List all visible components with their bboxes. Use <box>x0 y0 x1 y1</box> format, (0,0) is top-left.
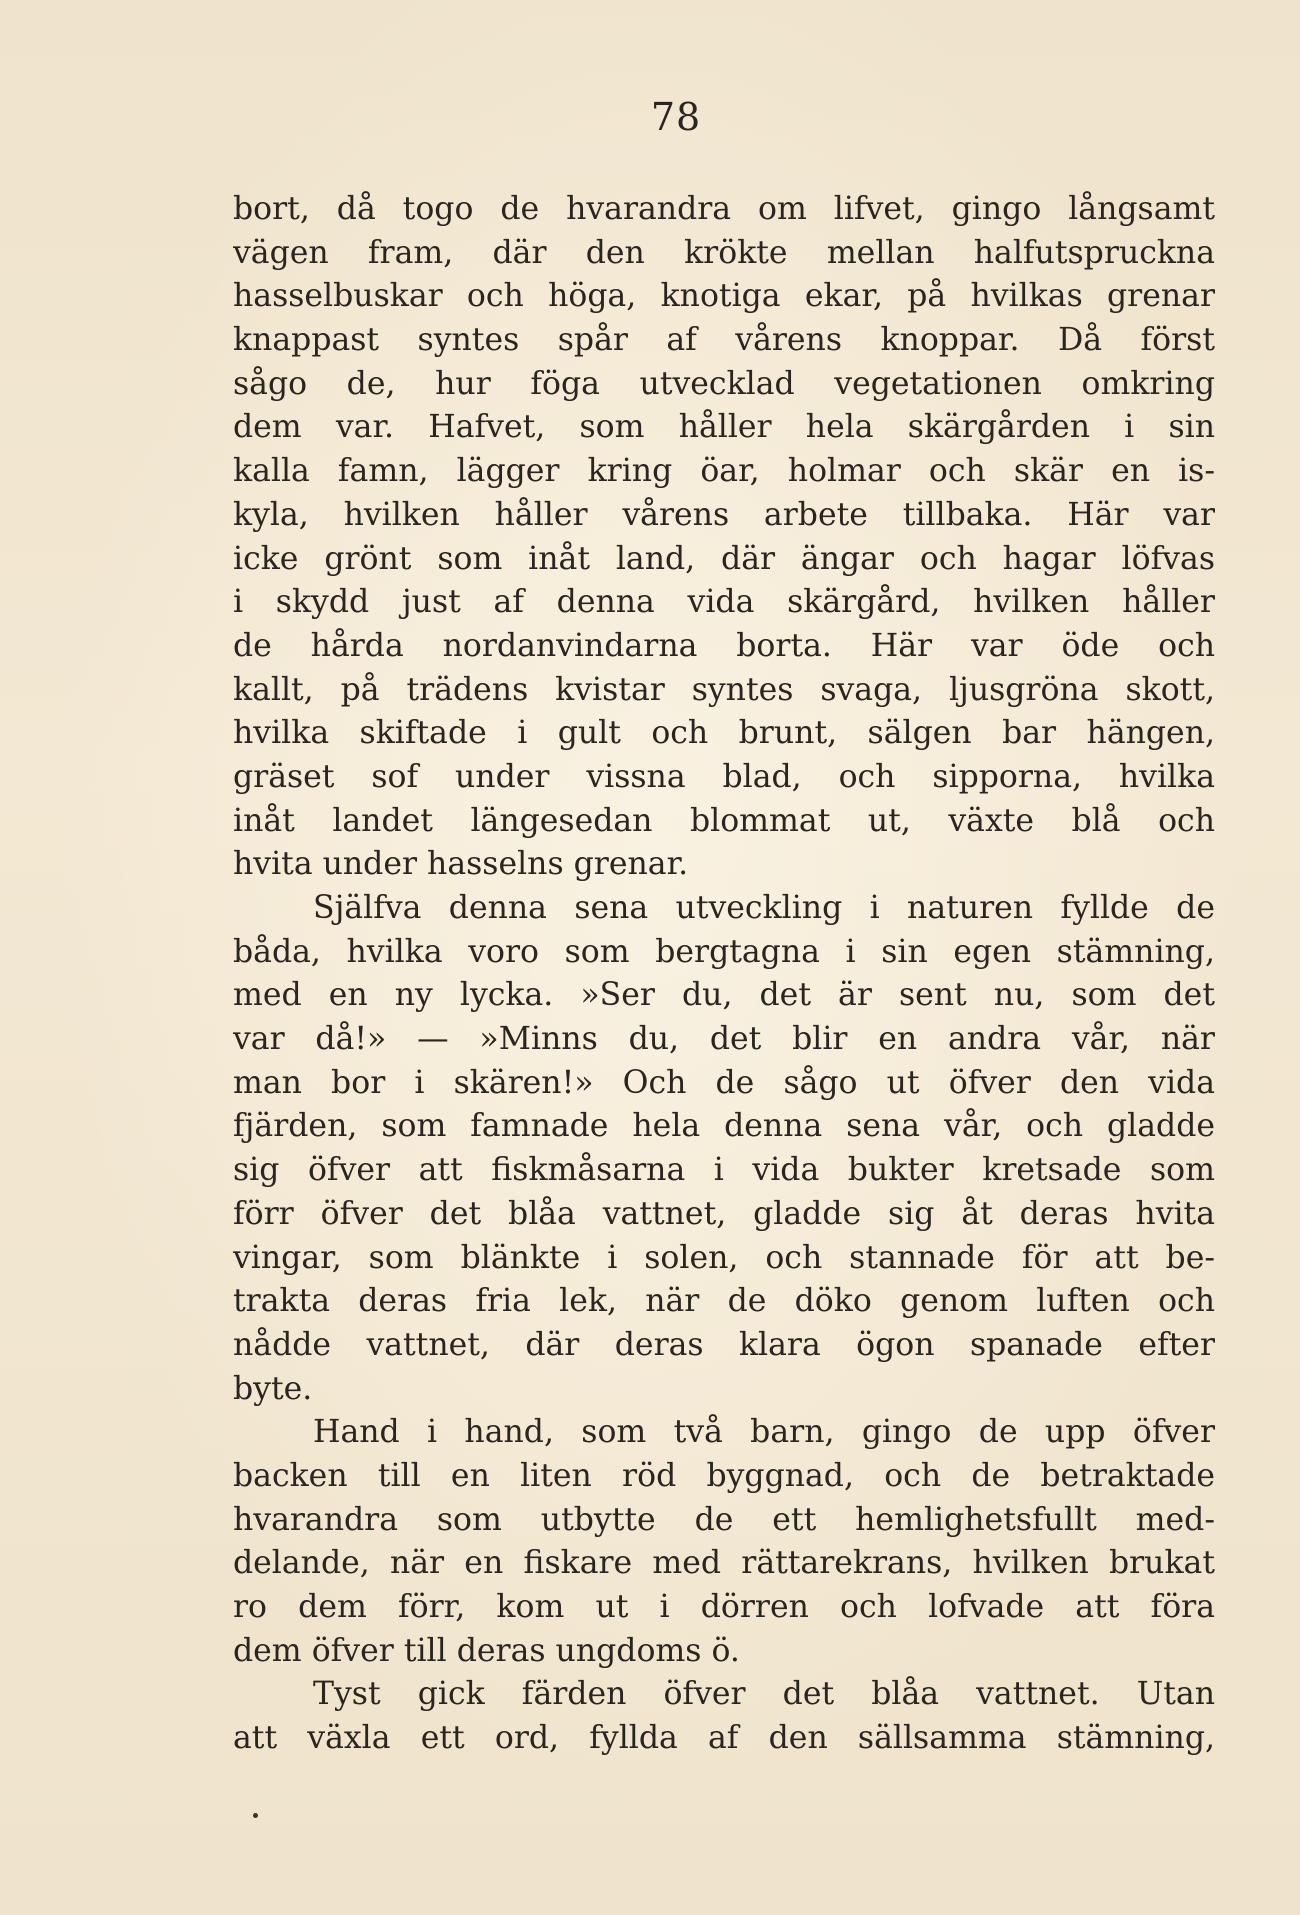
text-line: trakta deras fria lek, när de döko genom luften och <box>233 1283 1215 1320</box>
text-line: vägen fram, där den krökte mellan halfutspruckna <box>233 234 1215 271</box>
text-line: Hand i hand, som två barn, gingo de upp öfver <box>313 1414 1215 1451</box>
text-line: dem var. Hafvet, som håller hela skärgården i sin <box>233 409 1215 446</box>
text-line: knappast syntes spår af vårens knoppar. Då först <box>233 322 1215 359</box>
body-text <box>233 188 1215 1761</box>
text-line: sågo de, hur föga utvecklad vegetationen omkring <box>233 365 1215 402</box>
text-line: delande, när en fiskare med rättarekrans, hvilken brukat <box>233 1545 1215 1582</box>
text-line: backen till en liten röd byggnad, och de betraktade <box>233 1457 1215 1494</box>
text-line: man bor i skären!» Och de sågo ut öfver den vida <box>233 1064 1215 1101</box>
text-line: fjärden, som famnade hela denna sena vår, och gladde <box>233 1108 1215 1145</box>
text-line: kyla, hvilken håller vårens arbete tillbaka. Här var <box>233 496 1215 533</box>
text-line: båda, hvilka voro som bergtagna i sin egen stämning, <box>233 933 1215 970</box>
text-line: byte. <box>233 1370 313 1407</box>
ink-speck <box>253 1813 258 1818</box>
text-line: med en ny lycka. »Ser du, det är sent nu, som det <box>233 977 1215 1014</box>
text-line: hvita under hasselns grenar. <box>233 846 689 883</box>
text-line: Tyst gick färden öfver det blåa vattnet. Utan <box>313 1676 1215 1713</box>
text-line: bort, då togo de hvarandra om lifvet, gingo långsamt <box>233 191 1215 227</box>
text-line: ro dem förr, kom ut i dörren och lofvade att föra <box>233 1589 1215 1625</box>
text-line: de hårda nordanvindarna borta. Här var öde och <box>233 627 1215 664</box>
text-line: dem öfver till deras ungdoms ö. <box>233 1632 740 1669</box>
text-line: kalla famn, lägger kring öar, holmar och skär en is- <box>233 453 1215 490</box>
text-line: icke grönt som inåt land, där ängar och hagar löfvas <box>233 540 1215 577</box>
text-line: vingar, som blänkte i solen, och stannade för att be- <box>233 1239 1215 1276</box>
text-line: förr öfver det blåa vattnet, gladde sig åt deras hvita <box>233 1195 1215 1232</box>
text-line: hvilka skiftade i gult och brunt, sälgen bar hängen, <box>233 715 1215 752</box>
text-line: sig öfver att fiskmåsarna i vida bukter kretsade som <box>233 1152 1215 1189</box>
text-line: hvarandra som utbytte de ett hemlighetsfullt med- <box>233 1501 1215 1538</box>
page-number: 78 <box>650 95 702 139</box>
text-line: hasselbuskar och höga, knotiga ekar, på hvilkas grenar <box>233 278 1215 315</box>
text-line: att växla ett ord, fyllda af den sällsamma stämning, <box>233 1720 1215 1757</box>
text-line: kallt, på trädens kvistar syntes svaga, ljusgröna skott, <box>233 671 1215 708</box>
text-line: Själfva denna sena utveckling i naturen fyllde de <box>313 890 1215 926</box>
text-line: nådde vattnet, där deras klara ögon spanade efter <box>233 1326 1215 1363</box>
text-line: gräset sof under vissna blad, och sipporna, hvilka <box>233 758 1215 795</box>
text-line: inåt landet längesedan blommat ut, växte blå och <box>233 802 1215 839</box>
text-line: i skydd just af denna vida skärgård, hvilken håller <box>233 584 1215 621</box>
text-line: var då!» — »Minns du, det blir en andra vår, när <box>233 1021 1215 1058</box>
